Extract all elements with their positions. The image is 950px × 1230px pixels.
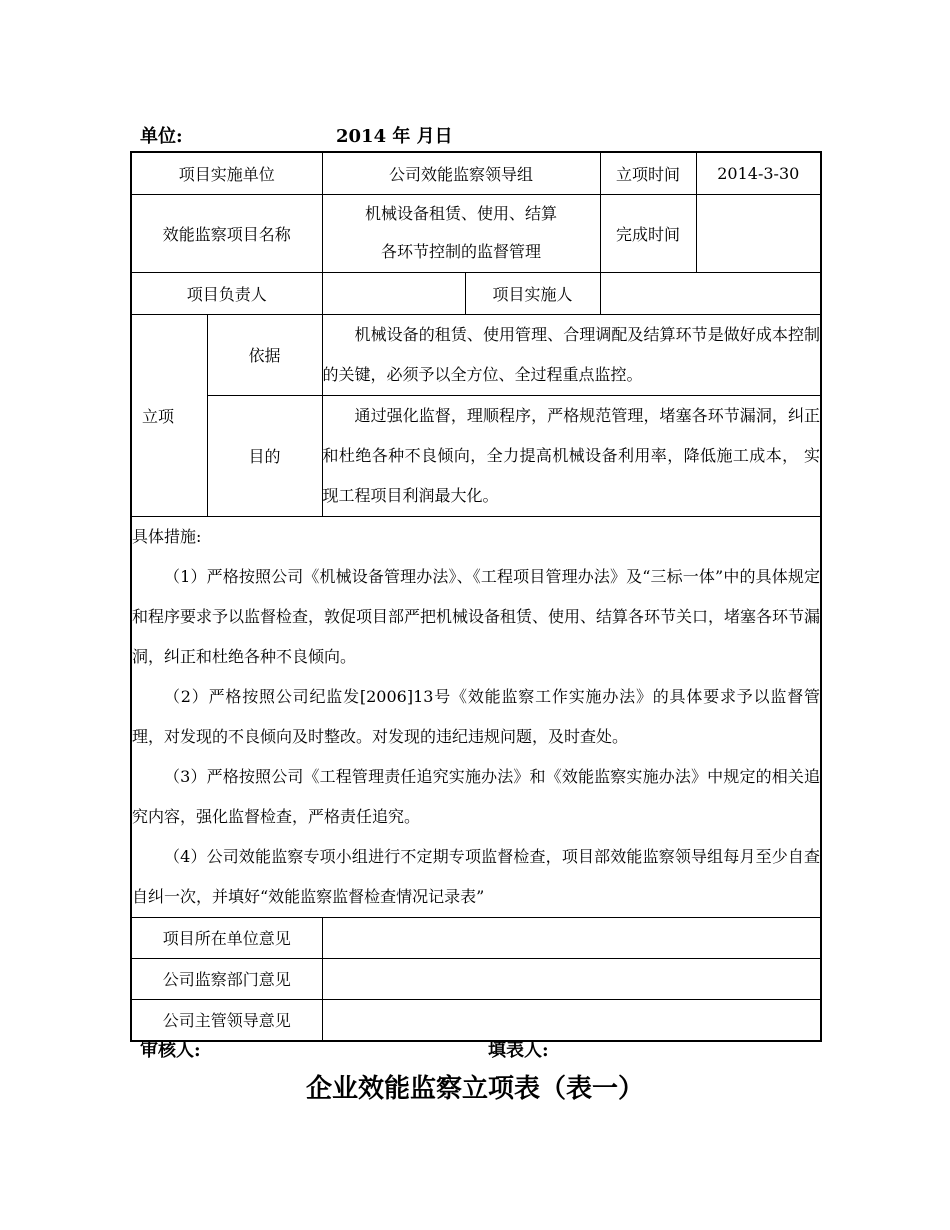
opinion-leader-label: 公司主管领导意见	[131, 999, 322, 1041]
finish-time-label: 完成时间	[600, 194, 696, 272]
purpose-text: 通过强化监督，理顺程序，严格规范管理，堵塞各环节漏洞，纠正和杜绝各种不良倾向，全力提高机械设备利用率，降低施工成本， 实现工程项目利润最大化。	[322, 395, 821, 516]
filler-label: 填表人:	[488, 1040, 549, 1061]
measure-item-1: （1）严格按照公司《机械设备管理办法》、《工程项目管理办法》及“三标一体”中的具体规定和程序要求予以监督检查，敦促项目部严把机械设备租赁、使用、结算各环节关口，堵塞各环节漏洞，纠正和杜绝各种不良倾向。	[132, 566, 821, 666]
row-purpose	[131, 395, 821, 516]
impl-unit-label: 项目实施单位	[131, 152, 322, 194]
leader-value[interactable]	[322, 272, 465, 314]
row-opinion-unit	[131, 917, 821, 958]
measure-item-4: （4）公司效能监察专项小组进行不定期专项监督检查，项目部效能监察领导组每月至少自查自纠一次，并填好“效能监察监督检查情况记录表”	[132, 846, 821, 906]
header-line	[140, 122, 820, 152]
row-measures	[131, 516, 821, 917]
finish-time-value[interactable]	[696, 194, 821, 272]
measures-cell	[131, 516, 821, 917]
lixiang-label	[131, 314, 207, 516]
opinion-dept-value[interactable]	[322, 958, 821, 999]
purpose-label: 目的	[207, 395, 322, 516]
basis-label: 依据	[207, 314, 322, 395]
impl-unit-value[interactable]: 公司效能监察领导组	[322, 152, 600, 194]
document-title: 企业效能监察立项表（表一）	[305, 1074, 644, 1104]
start-time-label: 立项时间	[600, 152, 696, 194]
measure-item-2: （2）严格按照公司纪监发[2006]13号《效能监察工作实施办法》的具体要求予以监督管理，对发现的不良倾向及时整改。对发现的违纪违规问题，及时查处。	[132, 686, 821, 746]
row-basis	[131, 314, 821, 395]
project-name-line1: 机械设备租赁、使用、结算	[365, 204, 558, 223]
row-project-name	[131, 194, 821, 272]
row-opinion-dept	[131, 958, 821, 999]
measures-heading: 具体措施:	[132, 526, 202, 546]
row-leader	[131, 272, 821, 314]
opinion-dept-label: 公司监察部门意见	[131, 958, 322, 999]
project-form-table	[130, 151, 822, 1042]
project-name-value[interactable]	[322, 194, 600, 272]
footer-line	[140, 1036, 820, 1066]
row-opinion-leader	[131, 999, 821, 1041]
project-name-line2: 各环节控制的监督管理	[381, 242, 542, 261]
lixiang-label-text: 立项	[142, 406, 175, 426]
basis-text: 机械设备的租赁、使用管理、合理调配及结算环节是做好成本控制的关键，必须予以全方位、全过程重点监控。	[322, 314, 821, 395]
project-name-label: 效能监察项目名称	[131, 194, 322, 272]
implementer-label: 项目实施人	[465, 272, 600, 314]
unit-label: 单位:	[140, 126, 183, 147]
measure-item-3: （3）严格按照公司《工程管理责任追究实施办法》和《效能监察实施办法》中规定的相关追究内容，强化监督检查，严格责任追究。	[132, 766, 821, 826]
opinion-unit-value[interactable]	[322, 917, 821, 958]
opinion-unit-label: 项目所在单位意见	[131, 917, 322, 958]
date-text: 2014 年 月日	[336, 126, 453, 147]
reviewer-label: 审核人:	[140, 1040, 201, 1061]
implementer-value[interactable]	[600, 272, 821, 314]
start-time-value[interactable]: 2014-3-30	[696, 152, 821, 194]
row-impl-unit	[131, 152, 821, 194]
leader-label: 项目负责人	[131, 272, 322, 314]
opinion-leader-value[interactable]	[322, 999, 821, 1041]
